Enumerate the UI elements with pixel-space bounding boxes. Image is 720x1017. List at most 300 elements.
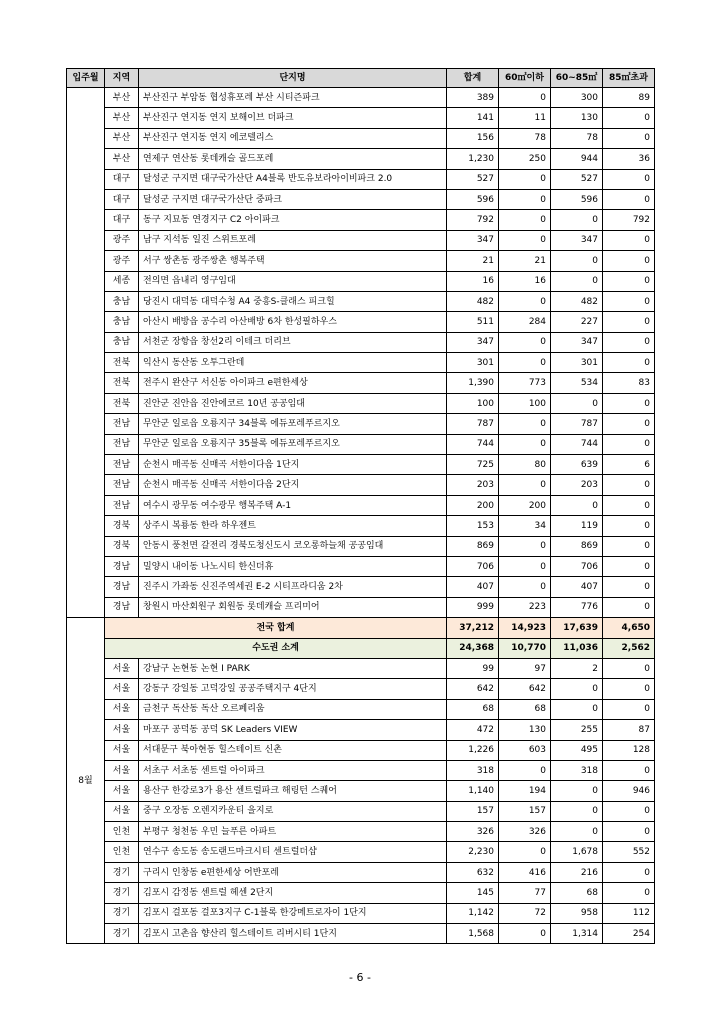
region-cell: 경기	[105, 883, 139, 903]
mid-cell: 347	[551, 332, 603, 352]
complex-name-cell: 부산진구 부암동 협성휴포레 부산 시티즌파크	[139, 88, 447, 108]
under60-cell: 642	[499, 679, 551, 699]
table-row	[67, 842, 655, 862]
mid-cell: 0	[551, 210, 603, 230]
mid-cell: 0	[551, 781, 603, 801]
under60-cell: 284	[499, 312, 551, 332]
over85-cell: 112	[603, 903, 655, 923]
region-cell: 전남	[105, 434, 139, 454]
total-cell: 1,230	[447, 149, 499, 169]
region-cell: 서울	[105, 801, 139, 821]
total-cell: 141	[447, 108, 499, 128]
complex-name-cell: 김포시 걸포동 걸포3지구 C-1블록 한강메트로자이 1단지	[139, 903, 447, 923]
mid-cell: 787	[551, 414, 603, 434]
total-cell: 318	[447, 760, 499, 780]
table-row	[67, 332, 655, 352]
complex-name-cell: 무안군 일로읍 오룡지구 34블록 에듀포레푸르지오	[139, 414, 447, 434]
table-row	[67, 128, 655, 148]
region-cell: 전남	[105, 414, 139, 434]
over85-cell: 0	[603, 658, 655, 678]
table-row	[67, 210, 655, 230]
mid-cell: 706	[551, 556, 603, 576]
mid-cell: 119	[551, 516, 603, 536]
mid-cell: 0	[551, 699, 603, 719]
under60-cell: 0	[499, 577, 551, 597]
mid-cell: 1,314	[551, 924, 603, 944]
under60-cell: 0	[499, 332, 551, 352]
under60-cell: 100	[499, 393, 551, 413]
under60-cell: 0	[499, 353, 551, 373]
under60-cell: 157	[499, 801, 551, 821]
table-row	[67, 658, 655, 678]
mid-cell: 203	[551, 475, 603, 495]
over85-cell: 0	[603, 353, 655, 373]
complex-name-cell: 동구 지묘동 연경지구 C2 아이파크	[139, 210, 447, 230]
complex-name-cell: 연수구 송도동 송도랜드마크시티 센트럴더샵	[139, 842, 447, 862]
table-row	[67, 88, 655, 108]
over85-cell: 128	[603, 740, 655, 760]
header-under60: 60㎡이하	[499, 69, 551, 88]
over85-cell: 87	[603, 720, 655, 740]
total-cell: 389	[447, 88, 499, 108]
table-row	[67, 434, 655, 454]
region-cell: 서울	[105, 699, 139, 719]
mid-cell: 527	[551, 169, 603, 189]
under60-cell: 10,770	[499, 638, 551, 658]
complex-name-cell: 강남구 논현동 논현 I PARK	[139, 658, 447, 678]
total-cell: 326	[447, 822, 499, 842]
under60-cell: 773	[499, 373, 551, 393]
total-cell: 21	[447, 251, 499, 271]
region-cell: 대구	[105, 189, 139, 209]
mid-cell: 958	[551, 903, 603, 923]
table-row	[67, 740, 655, 760]
total-cell: 407	[447, 577, 499, 597]
total-cell: 203	[447, 475, 499, 495]
over85-cell: 0	[603, 271, 655, 291]
table-row	[67, 883, 655, 903]
total-cell: 1,142	[447, 903, 499, 923]
region-cell: 충남	[105, 312, 139, 332]
region-cell: 광주	[105, 251, 139, 271]
under60-cell: 416	[499, 862, 551, 882]
table-row	[67, 373, 655, 393]
complex-name-cell: 김포시 감정동 센트럴 헤센 2단지	[139, 883, 447, 903]
under60-cell: 0	[499, 556, 551, 576]
mid-cell: 0	[551, 822, 603, 842]
over85-cell: 0	[603, 169, 655, 189]
complex-name-cell: 전의면 읍내리 영구임대	[139, 271, 447, 291]
over85-cell: 0	[603, 536, 655, 556]
under60-cell: 68	[499, 699, 551, 719]
table-row	[67, 393, 655, 413]
under60-cell: 194	[499, 781, 551, 801]
under60-cell: 0	[499, 88, 551, 108]
header-mid: 60~85㎡	[551, 69, 603, 88]
page-number: - 6 -	[349, 971, 371, 984]
table-row	[67, 495, 655, 515]
under60-cell: 11	[499, 108, 551, 128]
under60-cell: 0	[499, 230, 551, 250]
complex-name-cell: 서구 쌍촌동 광주쌍촌 행복주택	[139, 251, 447, 271]
header-over85: 85㎡초과	[603, 69, 655, 88]
mid-cell: 482	[551, 291, 603, 311]
under60-cell: 72	[499, 903, 551, 923]
table-row	[67, 271, 655, 291]
over85-cell: 0	[603, 883, 655, 903]
region-cell: 세종	[105, 271, 139, 291]
over85-cell: 4,650	[603, 618, 655, 638]
total-cell: 1,226	[447, 740, 499, 760]
complex-name-cell: 서천군 장항읍 창선2리 이테크 더리브	[139, 332, 447, 352]
header-region: 지역	[105, 69, 139, 88]
table-row	[67, 230, 655, 250]
table-row	[67, 475, 655, 495]
region-cell: 서울	[105, 760, 139, 780]
region-cell: 대구	[105, 210, 139, 230]
housing-supply-table	[66, 68, 655, 944]
table-row	[67, 556, 655, 576]
complex-name-cell: 중구 오장동 오렌지카운티 을지로	[139, 801, 447, 821]
under60-cell: 0	[499, 414, 551, 434]
table-row	[67, 597, 655, 617]
region-cell: 전남	[105, 475, 139, 495]
table-row	[67, 822, 655, 842]
under60-cell: 0	[499, 924, 551, 944]
under60-cell: 14,923	[499, 618, 551, 638]
table-row	[67, 291, 655, 311]
under60-cell: 0	[499, 189, 551, 209]
total-cell: 527	[447, 169, 499, 189]
header-complex: 단지명	[139, 69, 447, 88]
table-row	[67, 862, 655, 882]
complex-name-cell: 안동시 풍천면 갈전리 경북도청신도시 코오롱하늘채 공공임대	[139, 536, 447, 556]
over85-cell: 552	[603, 842, 655, 862]
complex-name-cell: 무안군 일로읍 오룡지구 35블록 에듀포레푸르지오	[139, 434, 447, 454]
region-cell: 전남	[105, 495, 139, 515]
mid-cell: 2	[551, 658, 603, 678]
region-cell: 부산	[105, 149, 139, 169]
over85-cell: 6	[603, 455, 655, 475]
total-cell: 792	[447, 210, 499, 230]
total-cell: 145	[447, 883, 499, 903]
over85-cell: 0	[603, 760, 655, 780]
region-cell: 경남	[105, 577, 139, 597]
table-row	[67, 679, 655, 699]
under60-cell: 77	[499, 883, 551, 903]
under60-cell: 21	[499, 251, 551, 271]
table-row	[67, 414, 655, 434]
under60-cell: 200	[499, 495, 551, 515]
mid-cell: 318	[551, 760, 603, 780]
table-row	[67, 699, 655, 719]
table-row	[67, 903, 655, 923]
complex-name-cell: 서초구 서초동 센트럴 아이파크	[139, 760, 447, 780]
mid-cell: 639	[551, 455, 603, 475]
complex-name-cell: 용산구 한강로3가 용산 센트럴파크 해링턴 스퀘어	[139, 781, 447, 801]
under60-cell: 16	[499, 271, 551, 291]
complex-name-cell: 금천구 독산동 독산 오르페리움	[139, 699, 447, 719]
header-total: 합계	[447, 69, 499, 88]
mid-cell: 130	[551, 108, 603, 128]
mid-cell: 17,639	[551, 618, 603, 638]
under60-cell: 80	[499, 455, 551, 475]
over85-cell: 0	[603, 822, 655, 842]
over85-cell: 792	[603, 210, 655, 230]
under60-cell: 0	[499, 536, 551, 556]
complex-name-cell: 구리시 인창동 e편한세상 어반포레	[139, 862, 447, 882]
complex-name-cell: 연제구 연산동 롯데캐슬 골드포레	[139, 149, 447, 169]
over85-cell: 254	[603, 924, 655, 944]
total-cell: 725	[447, 455, 499, 475]
mid-cell: 301	[551, 353, 603, 373]
complex-name-cell: 부평구 청천동 우민 늘푸른 아파트	[139, 822, 447, 842]
complex-name-cell: 부산진구 연지동 연지 보해이브 더파크	[139, 108, 447, 128]
total-cell: 1,140	[447, 781, 499, 801]
under60-cell: 78	[499, 128, 551, 148]
under60-cell: 0	[499, 434, 551, 454]
complex-name-cell: 당진시 대덕동 대덕수청 A4 중흥S-클래스 피크힐	[139, 291, 447, 311]
over85-cell: 0	[603, 230, 655, 250]
mid-cell: 78	[551, 128, 603, 148]
table-row	[67, 577, 655, 597]
over85-cell: 0	[603, 495, 655, 515]
complex-name-cell: 남구 지석동 일진 스위트포레	[139, 230, 447, 250]
over85-cell: 0	[603, 108, 655, 128]
over85-cell: 0	[603, 251, 655, 271]
total-cell: 472	[447, 720, 499, 740]
mid-cell: 0	[551, 679, 603, 699]
complex-name-cell: 여수시 광무동 여수광무 행복주택 A-1	[139, 495, 447, 515]
mid-cell: 255	[551, 720, 603, 740]
table-row	[67, 781, 655, 801]
total-cell: 37,212	[447, 618, 499, 638]
region-cell: 인천	[105, 842, 139, 862]
over85-cell: 0	[603, 679, 655, 699]
over85-cell: 0	[603, 862, 655, 882]
under60-cell: 0	[499, 475, 551, 495]
over85-cell: 0	[603, 597, 655, 617]
complex-name-cell: 전주시 완산구 서신동 아이파크 e편한세상	[139, 373, 447, 393]
total-cell: 301	[447, 353, 499, 373]
mid-cell: 227	[551, 312, 603, 332]
over85-cell: 0	[603, 434, 655, 454]
complex-name-cell: 마포구 공덕동 공덕 SK Leaders VIEW	[139, 720, 447, 740]
total-cell: 157	[447, 801, 499, 821]
under60-cell: 326	[499, 822, 551, 842]
under60-cell: 603	[499, 740, 551, 760]
complex-name-cell: 진안군 진안읍 진안에코르 10년 공공임대	[139, 393, 447, 413]
complex-name-cell: 김포시 고촌읍 향산리 힐스테이트 리버시티 1단지	[139, 924, 447, 944]
under60-cell: 250	[499, 149, 551, 169]
header-month: 입주월	[67, 69, 105, 88]
mid-cell: 776	[551, 597, 603, 617]
national-total-row	[67, 618, 655, 638]
region-cell: 서울	[105, 679, 139, 699]
region-cell: 대구	[105, 169, 139, 189]
over85-cell: 0	[603, 475, 655, 495]
table-row	[67, 312, 655, 332]
mid-cell: 0	[551, 393, 603, 413]
month-cell	[67, 88, 105, 618]
region-cell: 서울	[105, 720, 139, 740]
over85-cell: 946	[603, 781, 655, 801]
table-row	[67, 455, 655, 475]
over85-cell: 0	[603, 801, 655, 821]
table-row	[67, 924, 655, 944]
metro-subtotal-row	[67, 638, 655, 658]
region-cell: 경기	[105, 903, 139, 923]
complex-name-cell: 서대문구 북아현동 힐스테이트 신촌	[139, 740, 447, 760]
table-row	[67, 536, 655, 556]
mid-cell: 300	[551, 88, 603, 108]
mid-cell: 0	[551, 801, 603, 821]
region-cell: 부산	[105, 108, 139, 128]
over85-cell: 0	[603, 128, 655, 148]
under60-cell: 223	[499, 597, 551, 617]
over85-cell: 0	[603, 699, 655, 719]
total-cell: 511	[447, 312, 499, 332]
over85-cell: 0	[603, 414, 655, 434]
region-cell: 전북	[105, 373, 139, 393]
table-row	[67, 720, 655, 740]
total-cell: 200	[447, 495, 499, 515]
month-cell: 8월	[67, 618, 105, 944]
total-cell: 347	[447, 332, 499, 352]
region-cell: 경기	[105, 924, 139, 944]
mid-cell: 869	[551, 536, 603, 556]
total-cell: 869	[447, 536, 499, 556]
mid-cell: 744	[551, 434, 603, 454]
region-cell: 경남	[105, 556, 139, 576]
total-cell: 744	[447, 434, 499, 454]
region-cell: 부산	[105, 128, 139, 148]
over85-cell: 83	[603, 373, 655, 393]
total-cell: 2,230	[447, 842, 499, 862]
total-cell: 1,390	[447, 373, 499, 393]
mid-cell: 347	[551, 230, 603, 250]
table-row	[67, 189, 655, 209]
mid-cell: 11,036	[551, 638, 603, 658]
over85-cell: 36	[603, 149, 655, 169]
under60-cell: 0	[499, 210, 551, 230]
total-cell: 632	[447, 862, 499, 882]
region-cell: 충남	[105, 332, 139, 352]
table-row	[67, 149, 655, 169]
total-cell: 706	[447, 556, 499, 576]
over85-cell: 0	[603, 577, 655, 597]
complex-name-cell: 진주시 가좌동 신진주역세권 E-2 시티프라디움 2차	[139, 577, 447, 597]
total-cell: 642	[447, 679, 499, 699]
region-cell: 서울	[105, 740, 139, 760]
total-cell: 100	[447, 393, 499, 413]
region-cell: 인천	[105, 822, 139, 842]
under60-cell: 0	[499, 760, 551, 780]
table-row	[67, 251, 655, 271]
region-cell: 광주	[105, 230, 139, 250]
over85-cell: 0	[603, 556, 655, 576]
complex-name-cell: 부산진구 연지동 연지 에코텔리스	[139, 128, 447, 148]
complex-name-cell: 익산시 동산동 오투그란데	[139, 353, 447, 373]
mid-cell: 0	[551, 495, 603, 515]
mid-cell: 216	[551, 862, 603, 882]
under60-cell: 97	[499, 658, 551, 678]
complex-name-cell: 창원시 마산회원구 회원동 롯데캐슬 프리미어	[139, 597, 447, 617]
region-cell: 부산	[105, 88, 139, 108]
total-cell: 24,368	[447, 638, 499, 658]
total-cell: 156	[447, 128, 499, 148]
total-cell: 347	[447, 230, 499, 250]
mid-cell: 534	[551, 373, 603, 393]
total-cell: 99	[447, 658, 499, 678]
mid-cell: 68	[551, 883, 603, 903]
complex-name-cell: 달성군 구지면 대구국가산단 A4블록 반도유보라아이비파크 2.0	[139, 169, 447, 189]
over85-cell: 0	[603, 332, 655, 352]
over85-cell: 2,562	[603, 638, 655, 658]
total-cell: 999	[447, 597, 499, 617]
table-row	[67, 353, 655, 373]
over85-cell: 0	[603, 189, 655, 209]
over85-cell: 0	[603, 516, 655, 536]
total-cell: 1,568	[447, 924, 499, 944]
summary-label: 전국 합계	[105, 618, 447, 638]
table-row	[67, 108, 655, 128]
complex-name-cell: 순천시 매곡동 신매곡 서한이다음 2단지	[139, 475, 447, 495]
region-cell: 전남	[105, 455, 139, 475]
under60-cell: 0	[499, 842, 551, 862]
region-cell: 전북	[105, 353, 139, 373]
table-row	[67, 516, 655, 536]
total-cell: 68	[447, 699, 499, 719]
total-cell: 482	[447, 291, 499, 311]
mid-cell: 495	[551, 740, 603, 760]
table-row	[67, 169, 655, 189]
complex-name-cell: 아산시 배방읍 공수리 아산배방 6차 한성필하우스	[139, 312, 447, 332]
under60-cell: 34	[499, 516, 551, 536]
mid-cell: 596	[551, 189, 603, 209]
complex-name-cell: 강동구 강일동 고덕강일 공공주택지구 4단지	[139, 679, 447, 699]
region-cell: 충남	[105, 291, 139, 311]
table-row	[67, 801, 655, 821]
over85-cell: 0	[603, 393, 655, 413]
complex-name-cell: 순천시 매곡동 신매곡 서한이다음 1단지	[139, 455, 447, 475]
mid-cell: 1,678	[551, 842, 603, 862]
under60-cell: 0	[499, 169, 551, 189]
complex-name-cell: 밀양시 내이동 나노시티 한신더휴	[139, 556, 447, 576]
region-cell: 경남	[105, 597, 139, 617]
complex-name-cell: 달성군 구지면 대구국가산단 중파크	[139, 189, 447, 209]
region-cell: 경기	[105, 862, 139, 882]
summary-label: 수도권 소계	[105, 638, 447, 658]
table-row	[67, 760, 655, 780]
total-cell: 153	[447, 516, 499, 536]
under60-cell: 0	[499, 291, 551, 311]
region-cell: 경북	[105, 536, 139, 556]
over85-cell: 0	[603, 312, 655, 332]
total-cell: 787	[447, 414, 499, 434]
mid-cell: 0	[551, 271, 603, 291]
region-cell: 경북	[105, 516, 139, 536]
region-cell: 서울	[105, 781, 139, 801]
over85-cell: 0	[603, 291, 655, 311]
over85-cell: 89	[603, 88, 655, 108]
region-cell: 전북	[105, 393, 139, 413]
mid-cell: 407	[551, 577, 603, 597]
total-cell: 16	[447, 271, 499, 291]
region-cell: 서울	[105, 658, 139, 678]
complex-name-cell: 상주시 복룡동 한라 하우젠트	[139, 516, 447, 536]
total-cell: 596	[447, 189, 499, 209]
